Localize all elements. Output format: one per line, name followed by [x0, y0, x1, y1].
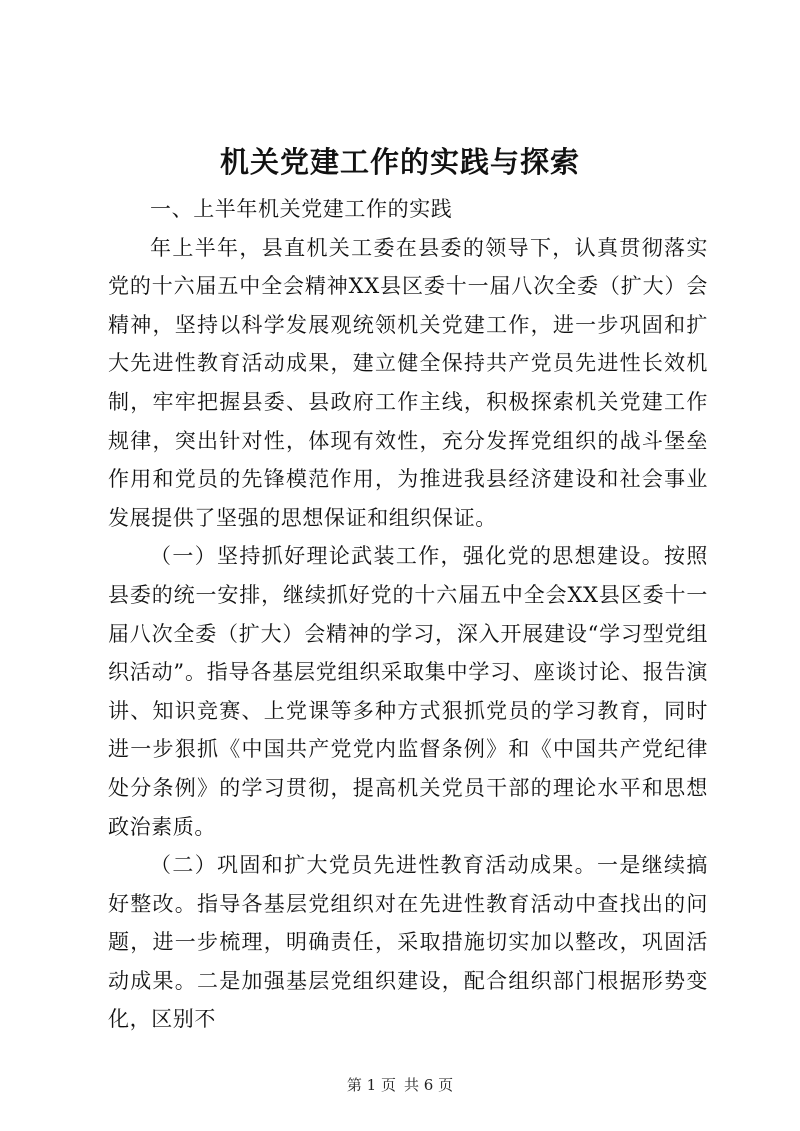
page-title: 机关党建工作的实践与探索	[219, 145, 580, 179]
paragraph-theory-study: （一）坚持抓好理论武装工作，强化党的思想建设。按照县委的统一安排，继续抓好党的十六届五中全会XX县区委十一届八次全委（扩大）会精神的学习，深入开展建设“学习型党组织活动”。指导各基层党组织采取集中学习、座谈讨论、报告演讲、知识竞赛、上党课等多种方式狠抓党员的学习教育，同时进一步狠抓《中国共产党党内监督条例》和《中国共产党纪律处分条例》的学习贯彻，提高机关党员干部的理论水平和思想政治素质。	[108, 544, 708, 839]
page-number: 第 1 页	[346, 1076, 396, 1094]
paragraph-intro: 年上半年，县直机关工委在县委的领导下，认真贯彻落实党的十六届五中全会精神XX县区委十一届八次全委（扩大）会精神，坚持以科学发展观统领机关党建工作，进一步巩固和扩大先进性教育活动成果，建立健全保持共产党员先进性长效机制，牢牢把握县委、县政府工作主线，积极探索机关党建工作规律，突出针对性，体现有效性，充分发挥党组织的战斗堡垒作用和党员的先锋模范作用，为推进我县经济建设和社会事业发展提供了坚强的思想保证和组织保证。	[108, 235, 708, 530]
page-footer	[0, 1075, 800, 1095]
section-heading: 一、上半年机关党建工作的实践	[150, 197, 453, 221]
document-body	[108, 190, 708, 1039]
page-total: 共 6 页	[404, 1076, 454, 1094]
paragraph-education-results: （二）巩固和扩大党员先进性教育活动成果。一是继续搞好整改。指导各基层党组织对在先进性教育活动中查找出的问题，进一步梳理，明确责任，采取措施切实加以整改，巩固活动成果。二是加强基层党组织建设，配合组织部门根据形势变化，区别不	[108, 853, 708, 1032]
